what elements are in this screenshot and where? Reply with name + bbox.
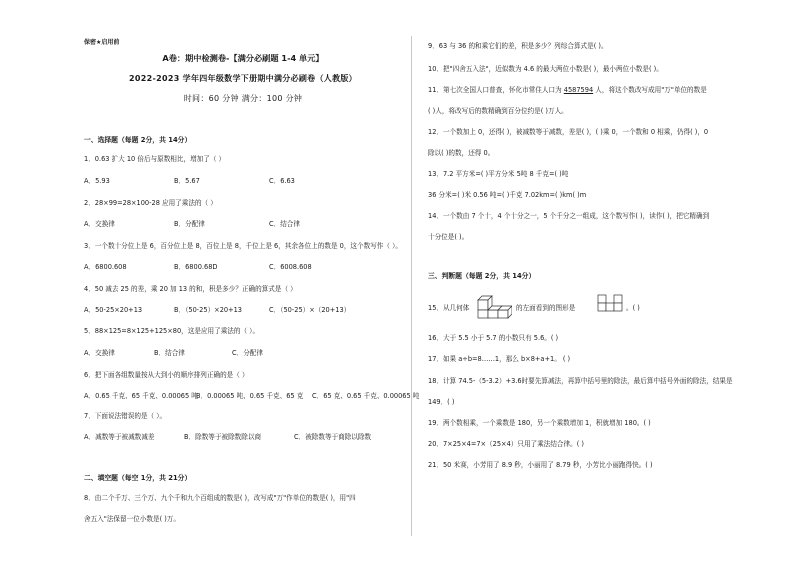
q17: 17．如果 a÷b=8……1，那么 b×8+a+1。 ( ) xyxy=(428,355,571,363)
section2-heading: 二、填空题（每空 1分，共 21分） xyxy=(84,474,192,482)
q7-stem: 7．下面说法错误的是（ ）。 xyxy=(84,412,167,420)
section1-heading: 一、选择题（每题 2分，共 14分） xyxy=(84,136,192,144)
q14-line1: 14．一个数由 7 个十，4 个十分之一，5 个千分之一组成，这个数写作( )，读作( )，把它精确到 xyxy=(428,212,710,220)
q11-population-number: 4587594 xyxy=(563,86,594,94)
q12-line2: 除以( )的数，还得 0。 xyxy=(428,149,495,157)
q16: 16．大于 5.5 小于 5.7 的小数只有 5.6。( ) xyxy=(428,334,559,342)
q18-line2: 149．( ) xyxy=(428,398,455,406)
q7-option-b: B．除数等于被除数除以商 xyxy=(184,433,262,441)
q11-line1 xyxy=(428,86,707,95)
q19: 19．两个数相乘，一个乘数是 180，另一个乘数增加 1，积就增加 180。( ) xyxy=(428,419,651,427)
q5-option-a: A．交换律 xyxy=(84,349,115,357)
q14-line2: 十分位是( )。 xyxy=(428,233,469,241)
solid-figure-icon xyxy=(474,290,512,320)
q5-option-c: C．分配律 xyxy=(232,349,263,357)
q13-line1: 13．7.2 平方米=( )平方分米 5吨 8 千克=( )吨 xyxy=(428,170,569,178)
left-view-figure-icon xyxy=(596,293,624,317)
q4-option-a: A．50-25×20+13 xyxy=(84,306,143,314)
q3-stem: 3．一个数十分位上是 6，百分位上是 8，百位上是 8，千位上是 6，其余各位上的数是 0，这个数写作（ ）。 xyxy=(84,242,402,250)
q12-line1: 12．一个数加上 0，还得( )，被减数等于减数，差是( )，( )乘 0，一个数和 0 相乘，仍得( )，0 xyxy=(428,128,709,136)
q13-line2: 36 分米=( )米 0.56 吨=( )千克 7.02km=( )km( )m xyxy=(428,191,587,199)
q4-option-c: C．（50-25）×（20+13） xyxy=(269,306,351,314)
q7-option-a: A．减数等于被减数减差 xyxy=(84,433,155,441)
q15-answer: 。( ) xyxy=(626,304,640,312)
q18-line1: 18．计算 74.5-（5-3.2）+3.6时要先算减法，再算中括号里的除法，最后算中括号外面的除法，结果是 xyxy=(428,377,733,385)
q1-option-c: C．6.63 xyxy=(269,177,295,185)
q2-option-b: B．分配律 xyxy=(174,220,205,228)
q20: 20．7×25×4=7×（25×4）只用了乘法结合律。( ) xyxy=(428,440,584,448)
q6-option-b: B．0.00065 吨、0.65 千克、65 克 xyxy=(196,392,304,400)
q10: 10．把"四舍五入法"，近似数为 4.6 的最大两位小数是( )，最小两位小数是( )。 xyxy=(428,65,663,73)
q15-prefix: 15．从几何体 xyxy=(428,304,470,312)
time-info: 时间：60 分钟 满分：100 分钟 xyxy=(183,94,303,103)
section3-heading: 三、判断题（每题 2分，共 14分） xyxy=(428,272,536,280)
q6-option-a: A．0.65 千克、65 千克、0.00065 吨 xyxy=(84,392,198,400)
q1-option-a: A．5.93 xyxy=(84,177,110,185)
q11-prefix: 11．第七次全国人口普查，怀化市常住人口为 xyxy=(428,86,564,94)
q6-option-c: C．65 克、0.65 千克、0.00065 吨 xyxy=(312,392,420,400)
q2-option-a: A．交换律 xyxy=(84,220,115,228)
q2-stem: 2．28×99=28×100-28 应用了乘法的（ ） xyxy=(84,199,217,207)
q8-line2: 舍五入"法保留一位小数是( )万。 xyxy=(84,515,180,523)
column-divider xyxy=(411,36,412,536)
q3-option-c: C．6008.608 xyxy=(269,263,312,271)
exam-title: A卷：期中检测卷-【满分必刷题 1-4 单元】 xyxy=(162,53,324,63)
q5-option-b: B．结合律 xyxy=(154,349,185,357)
q9: 9．63 与 36 的和乘它们的差，积是多少？列综合算式是( )。 xyxy=(428,42,608,50)
q1-stem: 1．0.63 扩大 10 倍后与原数相比，增加了（ ） xyxy=(84,155,226,163)
q4-option-b: B．（50-25）×20+13 xyxy=(174,306,242,314)
q6-stem: 6．把下面各组数量按从大到小的顺序排列正确的是（ ） xyxy=(84,371,249,379)
exam-subtitle: 2022-2023 学年四年级数学下册期中满分必刷卷（人教版） xyxy=(129,74,357,83)
q21: 21．50 米赛，小芳用了 8.9 秒，小丽用了 8.79 秒，小芳比小丽跑得快。( ) xyxy=(428,461,653,469)
q3-option-b: B．6800.68D xyxy=(174,263,218,271)
q11-suffix: 人，将这个数改写成用"万"单位的数是 xyxy=(593,86,707,94)
q3-option-a: A．6800.608 xyxy=(84,263,127,271)
q15-middle: 的左面看到的图形是 xyxy=(516,304,576,312)
q5-stem: 5．88×125=8×125+125×80，这是应用了乘法的（ ）。 xyxy=(84,327,260,335)
q11-line2: ( )人，将改写后的数精确到百分位约是( )万人。 xyxy=(428,107,568,115)
q1-option-b: B．5.67 xyxy=(174,177,200,185)
q7-option-c: C．被除数等于商除以除数 xyxy=(294,433,372,441)
q4-stem: 4．50 减去 25 的差，乘 20 加 13 的和，积是多少？正确的算式是（ ） xyxy=(84,285,297,293)
q2-option-c: C．结合律 xyxy=(269,220,300,228)
q8-line1: 8．由二个千万、三个万、九个千和九个百组成的数是( )，改写成"万"作单位的数是( )，用"四 xyxy=(84,494,356,502)
secret-label: 保密★启用前 xyxy=(84,39,120,46)
